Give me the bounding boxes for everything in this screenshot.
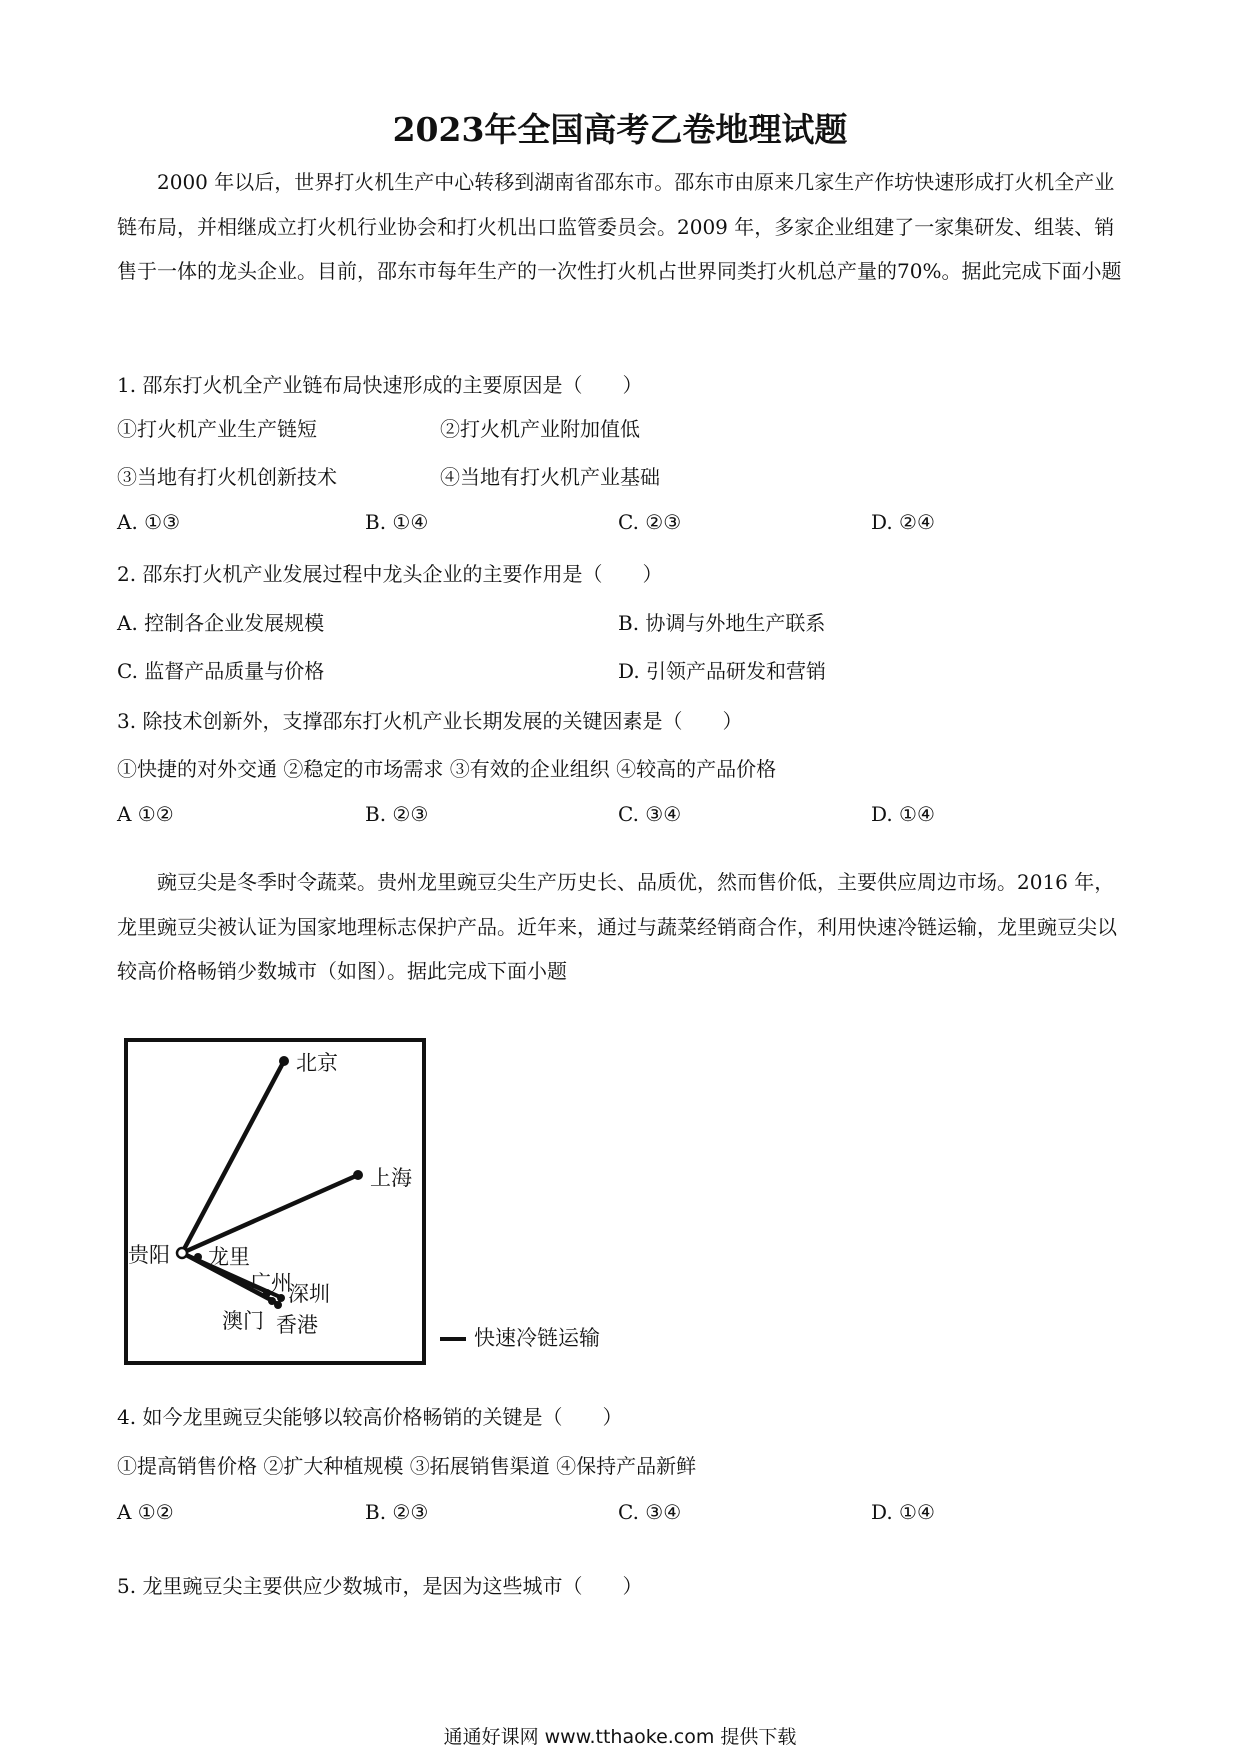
question-1-stem: 1. 邵东打火机全产业链布局快速形成的主要原因是（ ） — [117, 373, 643, 397]
shanghai-dot — [353, 1170, 363, 1180]
q1-item-2: ②打火机产业附加值低 — [440, 417, 640, 441]
label-longli: 龙里 — [208, 1245, 250, 1269]
q1-item-1: ①打火机产业生产链短 — [117, 417, 317, 441]
q4-option-b[interactable]: B. ②③ — [365, 1500, 429, 1524]
q2-option-b[interactable]: B. 协调与外地生产联系 — [618, 611, 826, 635]
question-4-stem: 4. 如今龙里豌豆尖能够以较高价格畅销的关键是（ ） — [117, 1405, 623, 1429]
q4-option-d[interactable]: D. ①④ — [871, 1500, 935, 1524]
question-5-stem: 5. 龙里豌豆尖主要供应少数城市，是因为这些城市（ ） — [117, 1574, 643, 1598]
passage-lighter: 2000 年以后，世界打火机生产中心转移到湖南省邵东市。邵东市由原来几家生产作坊快速形成打火机全产业链布局，并相继成立打火机行业协会和打火机出口监管委员会。2009 年，多家企业组建了一家集研发、组装、销售于一体的龙头企业。目前，邵东市每年生产的一次性打火机占世界同类打火机总产量的70%。据此完成下面小题 — [117, 170, 1122, 283]
q2-option-a[interactable]: A. 控制各企业发展规模 — [117, 611, 325, 635]
q2-option-c[interactable]: C. 监督产品质量与价格 — [117, 659, 325, 683]
map-legend: 快速冷链运输 — [440, 1322, 600, 1352]
page-title: 2023年全国高考乙卷地理试题 — [392, 110, 848, 149]
q3-option-a[interactable]: A ①② — [117, 802, 174, 826]
q1-item-3: ③当地有打火机创新技术 — [117, 465, 337, 489]
beijing-dot — [279, 1056, 289, 1066]
label-beijing: 北京 — [296, 1051, 338, 1075]
q3-option-d[interactable]: D. ①④ — [871, 802, 935, 826]
q4-option-c[interactable]: C. ③④ — [618, 1500, 682, 1524]
label-guiyang: 贵阳 — [128, 1243, 170, 1267]
map-svg — [124, 1038, 426, 1365]
q4-option-a[interactable]: A ①② — [117, 1500, 174, 1524]
label-shanghai: 上海 — [370, 1166, 412, 1190]
q3-items: ①快捷的对外交通 ②稳定的市场需求 ③有效的企业组织 ④较高的产品价格 — [117, 757, 777, 781]
map-frame — [126, 1040, 424, 1363]
distribution-map — [124, 1038, 426, 1365]
question-2-stem: 2. 邵东打火机产业发展过程中龙头企业的主要作用是（ ） — [117, 562, 663, 586]
passage-pea-shoots: 豌豆尖是冬季时令蔬菜。贵州龙里豌豆尖生产历史长、品质优，然而售价低，主要供应周边市场。2016 年，龙里豌豆尖被认证为国家地理标志保护产品。近年来，通过与蔬菜经销商合作，利用快速冷链运输，龙里豌豆尖以较高价格畅销少数城市（如图）。据此完成下面小题 — [117, 870, 1117, 983]
label-guangzhou: 广州 — [250, 1271, 292, 1295]
label-shenzhen: 深圳 — [288, 1282, 330, 1306]
q1-option-a[interactable]: A. ①③ — [117, 510, 181, 534]
hongkong-dot — [274, 1301, 282, 1309]
guiyang-dot — [177, 1248, 187, 1258]
page-footer: 通通好课网 www.tthaoke.com 提供下载 — [443, 1726, 797, 1748]
q3-option-c[interactable]: C. ③④ — [618, 802, 682, 826]
q1-item-4: ④当地有打火机产业基础 — [440, 465, 660, 489]
longli-dot — [194, 1253, 202, 1261]
q1-option-d[interactable]: D. ②④ — [871, 510, 935, 534]
q1-option-c[interactable]: C. ②③ — [618, 510, 682, 534]
q1-option-b[interactable]: B. ①④ — [365, 510, 429, 534]
label-macau: 澳门 — [222, 1309, 264, 1333]
q2-option-d[interactable]: D. 引领产品研发和营销 — [618, 659, 827, 683]
q4-items: ①提高销售价格 ②扩大种植规模 ③拓展销售渠道 ④保持产品新鲜 — [117, 1454, 697, 1478]
question-3-stem: 3. 除技术创新外，支撑邵东打火机产业长期发展的关键因素是（ ） — [117, 709, 743, 733]
shenzhen-dot — [277, 1294, 285, 1302]
label-hongkong: 香港 — [276, 1313, 318, 1337]
q3-option-b[interactable]: B. ②③ — [365, 802, 429, 826]
legend-line-symbol — [440, 1337, 466, 1341]
